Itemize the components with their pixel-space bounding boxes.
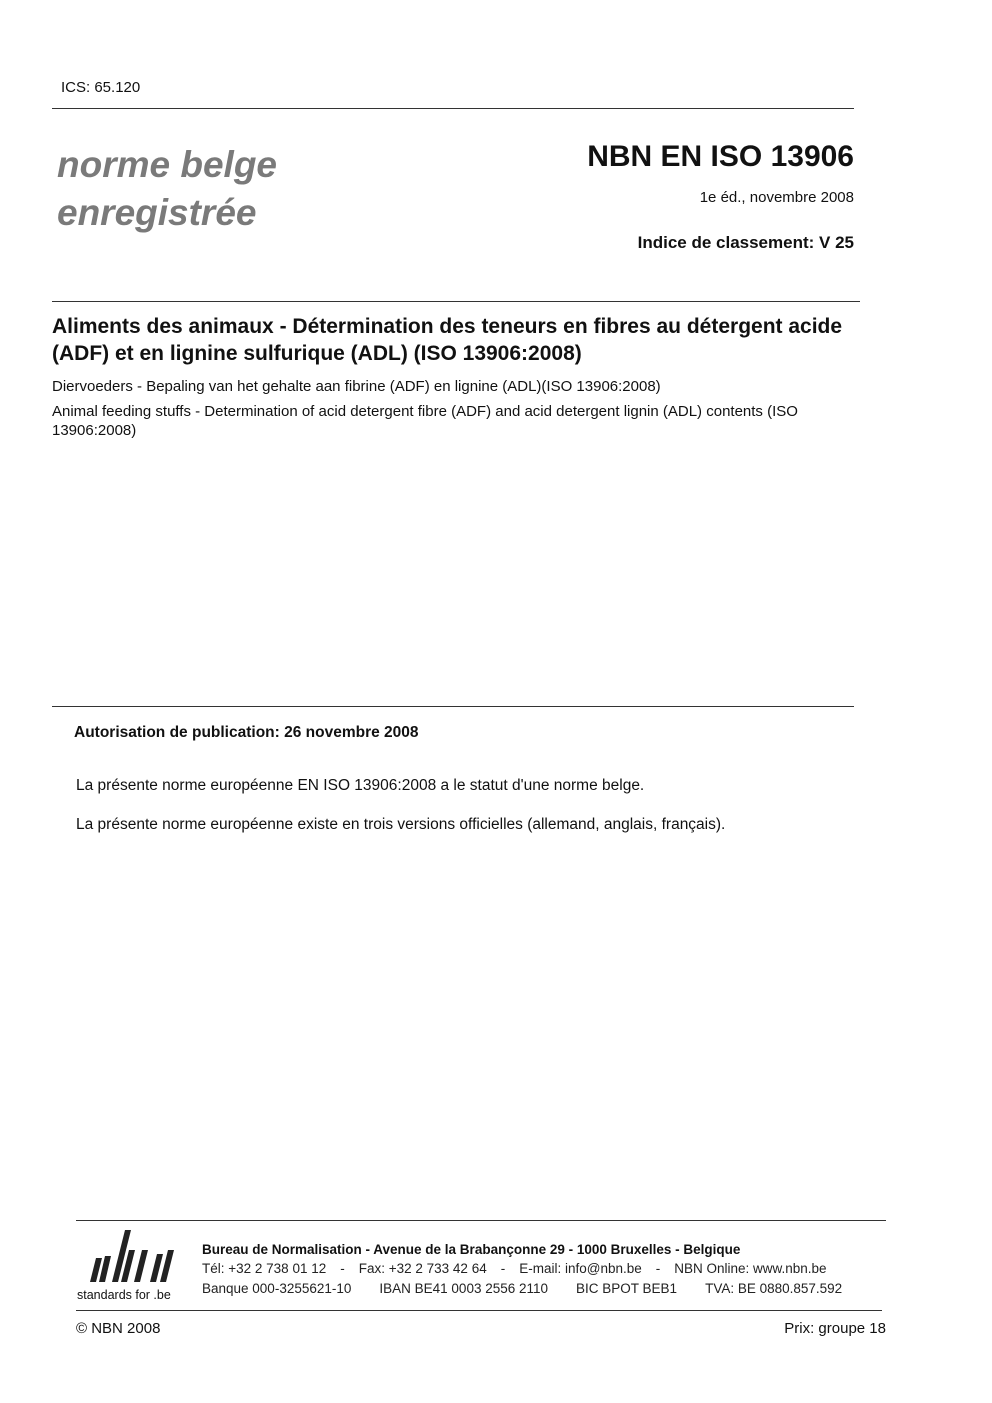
title-dutch: Diervoeders - Bepaling van het gehalte aan fibrine (ADF) en lignine (ADL)(ISO 13906:2008) [52,378,661,395]
logo-text: nbn [76,1213,103,1230]
standard-number: NBN EN ISO 13906 [587,140,854,173]
footer-tel: Tél: +32 2 738 01 12 [202,1261,327,1276]
footer-bic: BIC BPOT BEB1 [576,1281,678,1296]
footer-address: Bureau de Normalisation - Avenue de la Brabançonne 29 - 1000 Bruxelles - Belgique [202,1242,741,1257]
footer-contact: Tél: +32 2 738 01 12 - Fax: +32 2 733 42 64 - E-mail: info@nbn.be - NBN Online: www.nbn.be [202,1261,827,1276]
copyright: © NBN 2008 [76,1320,161,1337]
logo-tagline: standards for .be [77,1288,171,1302]
footer-bank [202,1281,842,1296]
header-top-rule [52,108,854,109]
title-english: Animal feeding stuffs - Determination of acid detergent fibre (ADF) and acid detergent lignin (ADL) contents (ISO 13906:2008) [52,403,798,439]
norme-line-1: norme belge [57,144,277,185]
body-top-rule [52,706,854,707]
footer-tva: TVA: BE 0880.857.592 [705,1281,843,1296]
footer-email: E-mail: info@nbn.be [519,1261,642,1276]
publication-authorisation: Autorisation de publication: 26 novembre 2008 [74,724,419,741]
footer-bank-account: Banque 000-3255621-10 [202,1281,352,1296]
norme-line-2: enregistrée [57,192,257,233]
classification-index: Indice de classement: V 25 [637,233,854,252]
ics-code: ICS: 65.120 [61,79,141,96]
footer-online: NBN Online: www.nbn.be [674,1261,827,1276]
versions-paragraph: La présente norme européenne existe en trois versions officielles (allemand, anglais, français). [76,816,726,833]
footer-top-rule [76,1220,886,1221]
price-group: Prix: groupe 18 [784,1320,886,1337]
footer-bottom-rule [76,1310,882,1311]
title-french: Aliments des animaux - Détermination des teneurs en fibres au détergent acide (ADF) et en lignine sulfurique (ADL) (ISO 13906:2008) [52,315,843,365]
norme-belge-label [57,141,277,237]
title-top-rule [52,301,860,302]
status-paragraph: La présente norme européenne EN ISO 13906:2008 a le statut d'une norme belge. [76,777,645,794]
footer-fax: Fax: +32 2 733 42 64 [358,1261,487,1276]
footer-iban: IBAN BE41 0003 2556 2110 [379,1281,549,1296]
edition-date: 1e éd., novembre 2008 [699,189,854,206]
